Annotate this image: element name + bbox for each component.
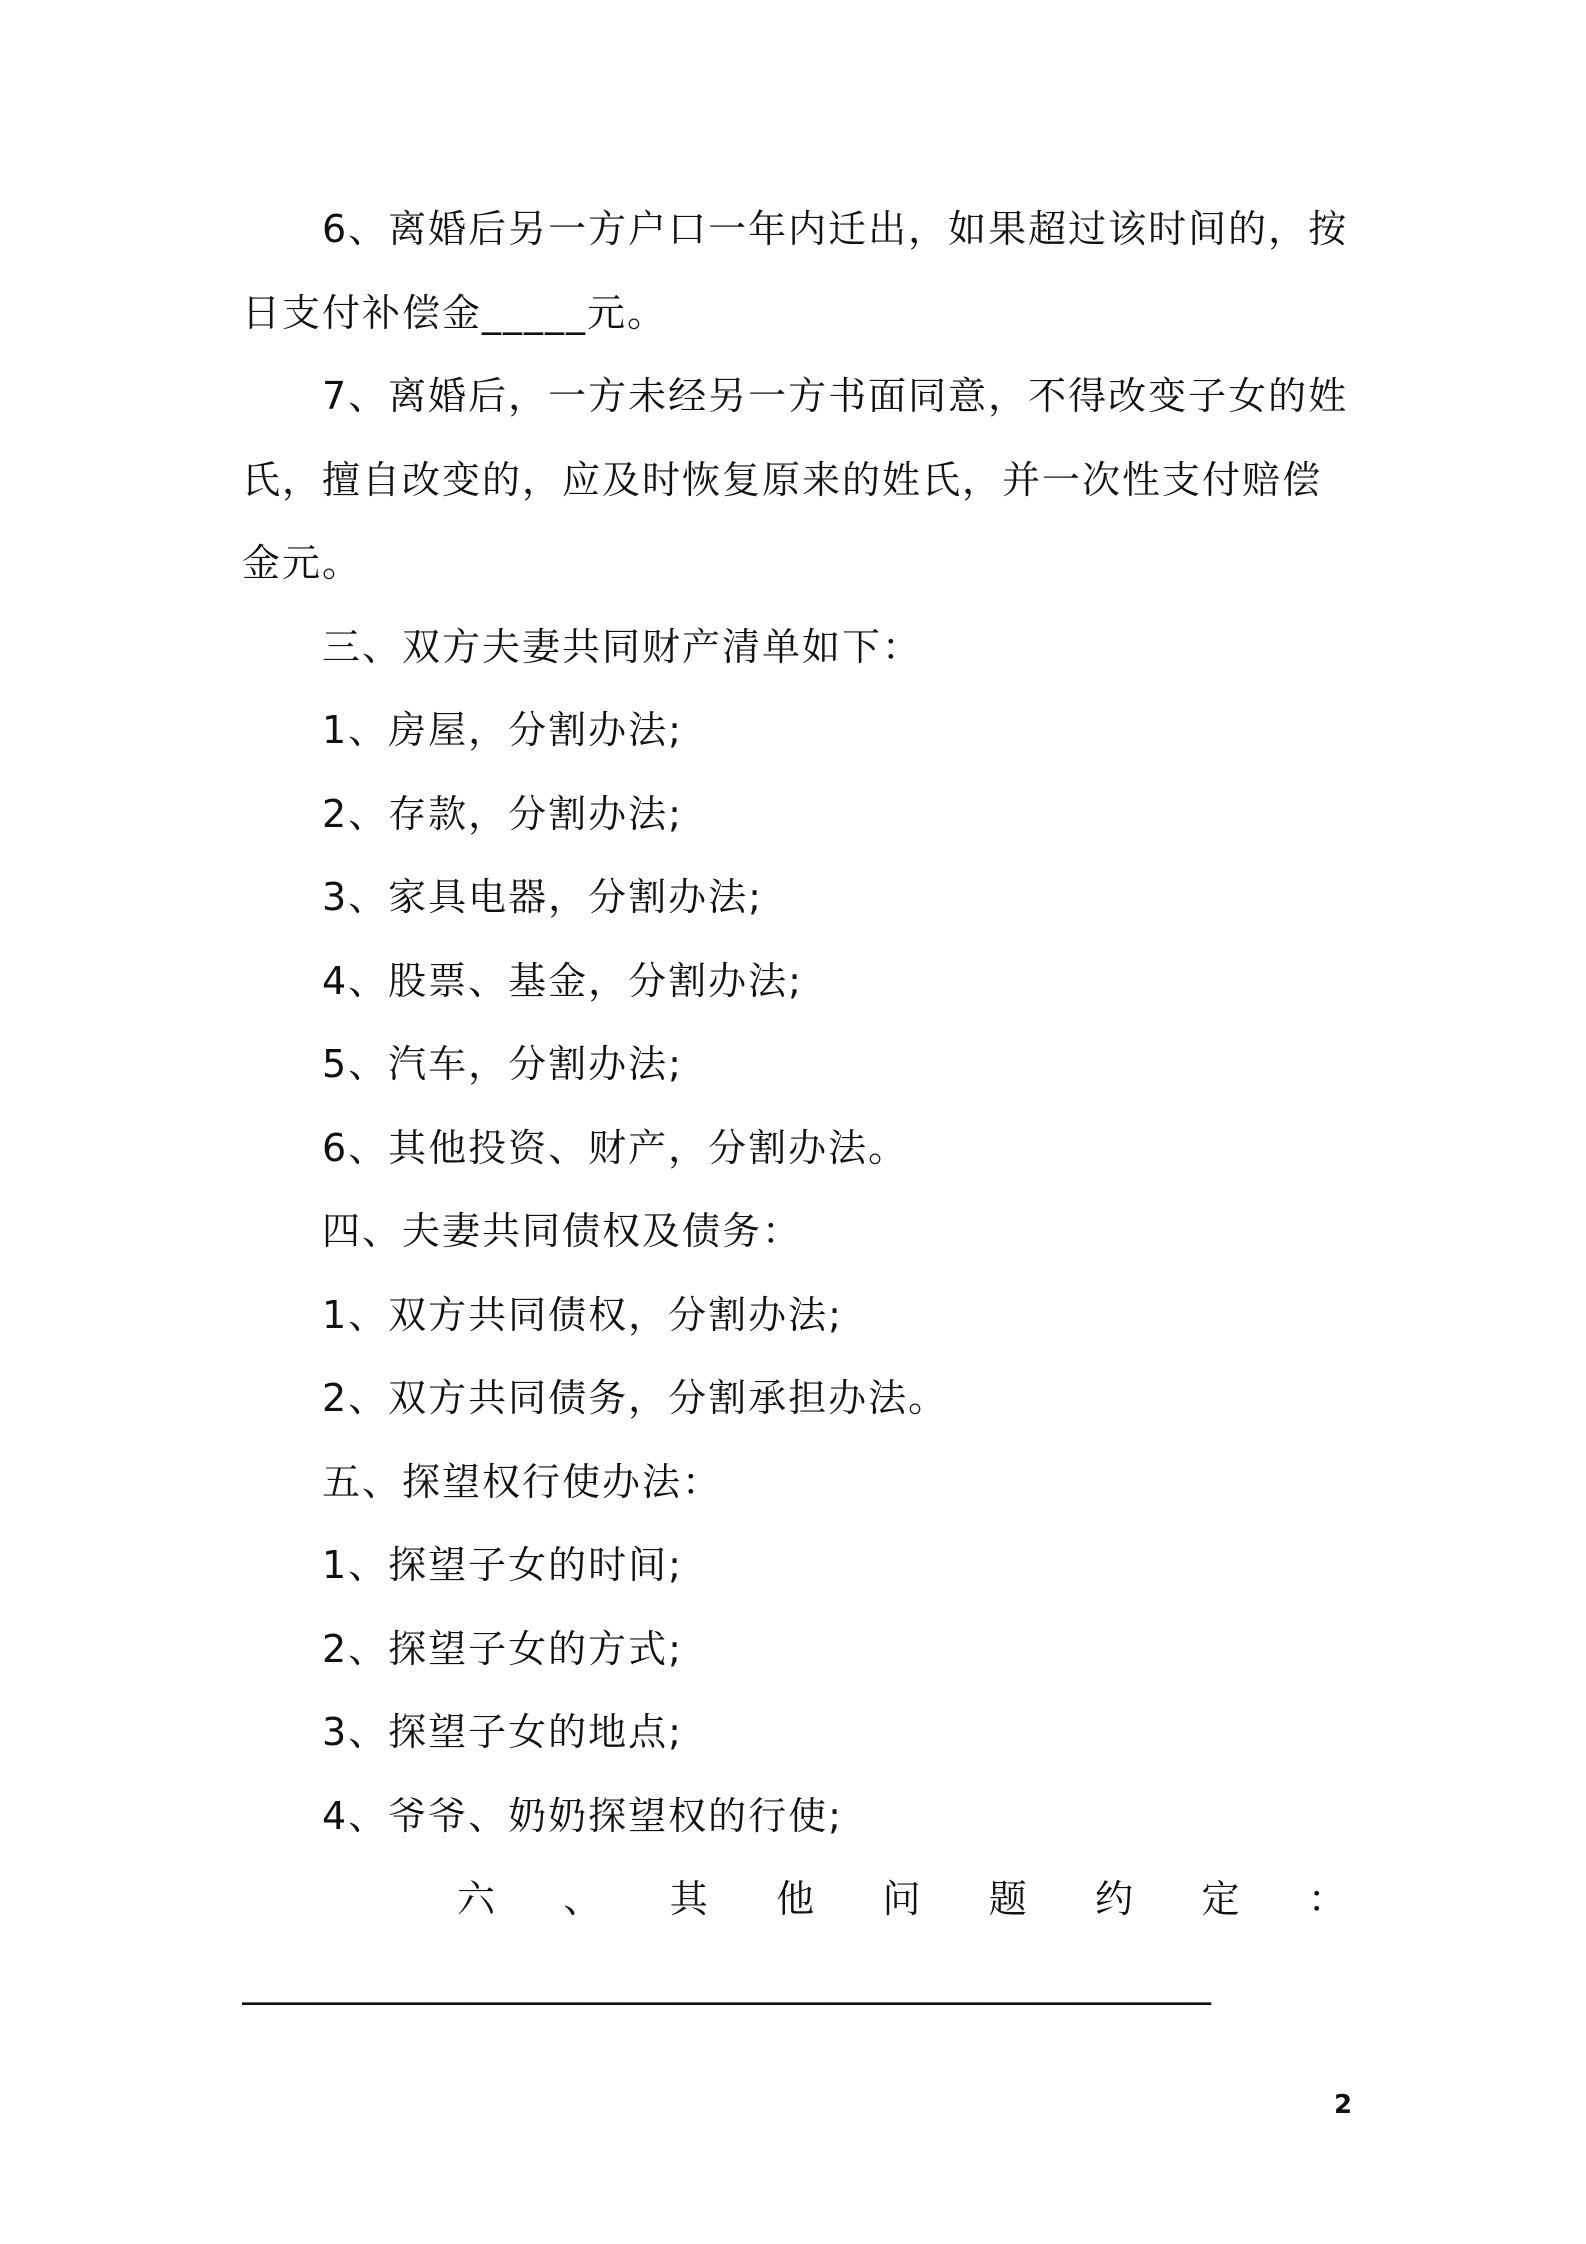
section-heading-debts: 四、夫妻共同债权及债务： <box>322 1209 803 1253</box>
heading-char: 约 <box>1095 1877 1134 1921</box>
blank-fill-line <box>242 1942 1354 2026</box>
section-heading-other-matters <box>242 1858 1354 1942</box>
heading-char: 定 <box>1201 1877 1240 1921</box>
list-item-appliances: 3、家具电器，分割办法; <box>322 875 763 919</box>
blank-underscores: ___________________________________________________ <box>242 1960 1211 2005</box>
section-heading-property: 三、双方夫妻共同财产清单如下： <box>322 624 923 669</box>
list-item-other-investments: 6、其他投资、财产，分割办法。 <box>322 1125 909 1170</box>
heading-char: 题 <box>988 1877 1027 1921</box>
list-item-visit-place: 3、探望子女的地点; <box>322 1710 683 1754</box>
paragraph-divorce-hukou: 6、离婚后另一方户口一年内迁出，如果超过该时间的，按日支付补偿金_____元。 <box>242 207 1349 335</box>
paragraph-child-surname: 7、离婚后，一方未经另一方书面同意，不得改变子女的姓氏，擅自改变的，应及时恢复原来的姓氏，并一次性支付赔偿金元。 <box>242 374 1349 585</box>
list-item-car: 5、汽车，分割办法; <box>322 1042 683 1086</box>
heading-char: 六 <box>457 1877 496 1921</box>
document-body <box>242 188 1354 2025</box>
list-item-visit-method: 2、探望子女的方式; <box>322 1626 683 1671</box>
heading-char: 、 <box>563 1877 602 1921</box>
heading-char: ： <box>1307 1877 1346 1921</box>
page-number: 2 <box>1334 2090 1353 2120</box>
section-heading-visitation: 五、探望权行使办法： <box>322 1459 723 1504</box>
heading-char: 他 <box>776 1877 815 1921</box>
list-item-stocks: 4、股票、基金，分割办法; <box>322 958 803 1003</box>
list-item-deposit: 2、存款，分割办法; <box>322 791 683 836</box>
list-item-house: 1、房屋，分割办法; <box>322 708 683 752</box>
list-item-grandparents: 4、爷爷、奶奶探望权的行使; <box>322 1793 843 1838</box>
list-item-visit-time: 1、探望子女的时间; <box>322 1543 683 1587</box>
heading-char: 其 <box>669 1877 708 1921</box>
list-item-debts: 2、双方共同债务，分割承担办法。 <box>322 1376 949 1420</box>
heading-char: 问 <box>882 1877 921 1921</box>
list-item-claims: 1、双方共同债权，分割办法; <box>322 1292 843 1337</box>
